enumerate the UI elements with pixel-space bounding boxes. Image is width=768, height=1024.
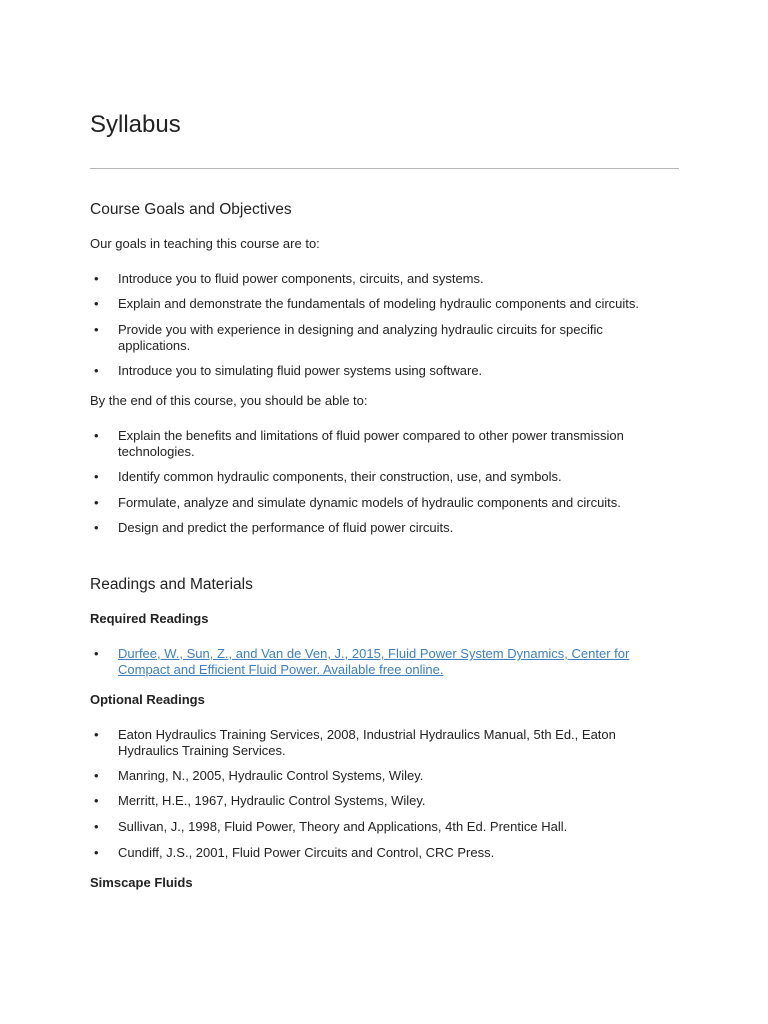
list-item-text: Explain the benefits and limitations of fluid power compared to other power transmission technologies. [118, 428, 624, 459]
bullet: • [94, 469, 99, 484]
bullet: • [94, 520, 99, 535]
required-readings-heading: Required Readings [90, 611, 209, 626]
goals-intro: Our goals in teaching this course are to: [90, 236, 320, 251]
bullet: • [94, 428, 99, 443]
bullet: • [94, 495, 99, 510]
title-divider [90, 168, 679, 169]
list-item-text: Eaton Hydraulics Training Services, 2008, Industrial Hydraulics Manual, 5th Ed., Eaton Hydraulics Training Services. [118, 727, 616, 758]
bullet: • [94, 322, 99, 337]
goals-heading: Course Goals and Objectives [90, 201, 292, 218]
bullet: • [94, 646, 99, 661]
bullet: • [94, 363, 99, 378]
simscape-heading: Simscape Fluids [90, 875, 193, 890]
bullet: • [94, 296, 99, 311]
list-item-text: Formulate, analyze and simulate dynamic models of hydraulic components and circuits. [118, 495, 621, 510]
list-item-text: Introduce you to simulating fluid power systems using software. [118, 363, 483, 378]
list-item-text: Explain and demonstrate the fundamentals of modeling hydraulic components and circuits. [118, 296, 640, 311]
bullet: • [94, 727, 99, 742]
list-item-text: Manring, N., 2005, Hydraulic Control Systems, Wiley. [118, 768, 424, 783]
bullet: • [94, 793, 99, 808]
outcomes-intro: By the end of this course, you should be able to: [90, 393, 368, 408]
optional-readings-heading: Optional Readings [90, 692, 205, 707]
page-title: Syllabus [90, 111, 181, 138]
bullet: • [94, 819, 99, 834]
bullet: • [94, 768, 99, 783]
list-item-text: Cundiff, J.S., 2001, Fluid Power Circuits and Control, CRC Press. [118, 845, 495, 860]
list-item-text: Design and predict the performance of fluid power circuits. [118, 520, 454, 535]
list-item-text: Merritt, H.E., 1967, Hydraulic Control Systems, Wiley. [118, 793, 426, 808]
fluid-power-book-link[interactable]: Durfee, W., Sun, Z., and Van de Ven, J., 2015, Fluid Power System Dynamics, Center for Compact and Efficient Fluid Power. Available free online. [118, 646, 630, 677]
list-item-text: Provide you with experience in designing and analyzing hydraulic circuits for specific applications. [118, 322, 603, 353]
bullet: • [94, 845, 99, 860]
list-item-text: Sullivan, J., 1998, Fluid Power, Theory and Applications, 4th Ed. Prentice Hall. [118, 819, 568, 834]
readings-heading: Readings and Materials [90, 576, 253, 593]
list-item-text: Identify common hydraulic components, their construction, use, and symbols. [118, 469, 562, 484]
list-item-text: Introduce you to fluid power components, circuits, and systems. [118, 271, 484, 286]
bullet: • [94, 271, 99, 286]
